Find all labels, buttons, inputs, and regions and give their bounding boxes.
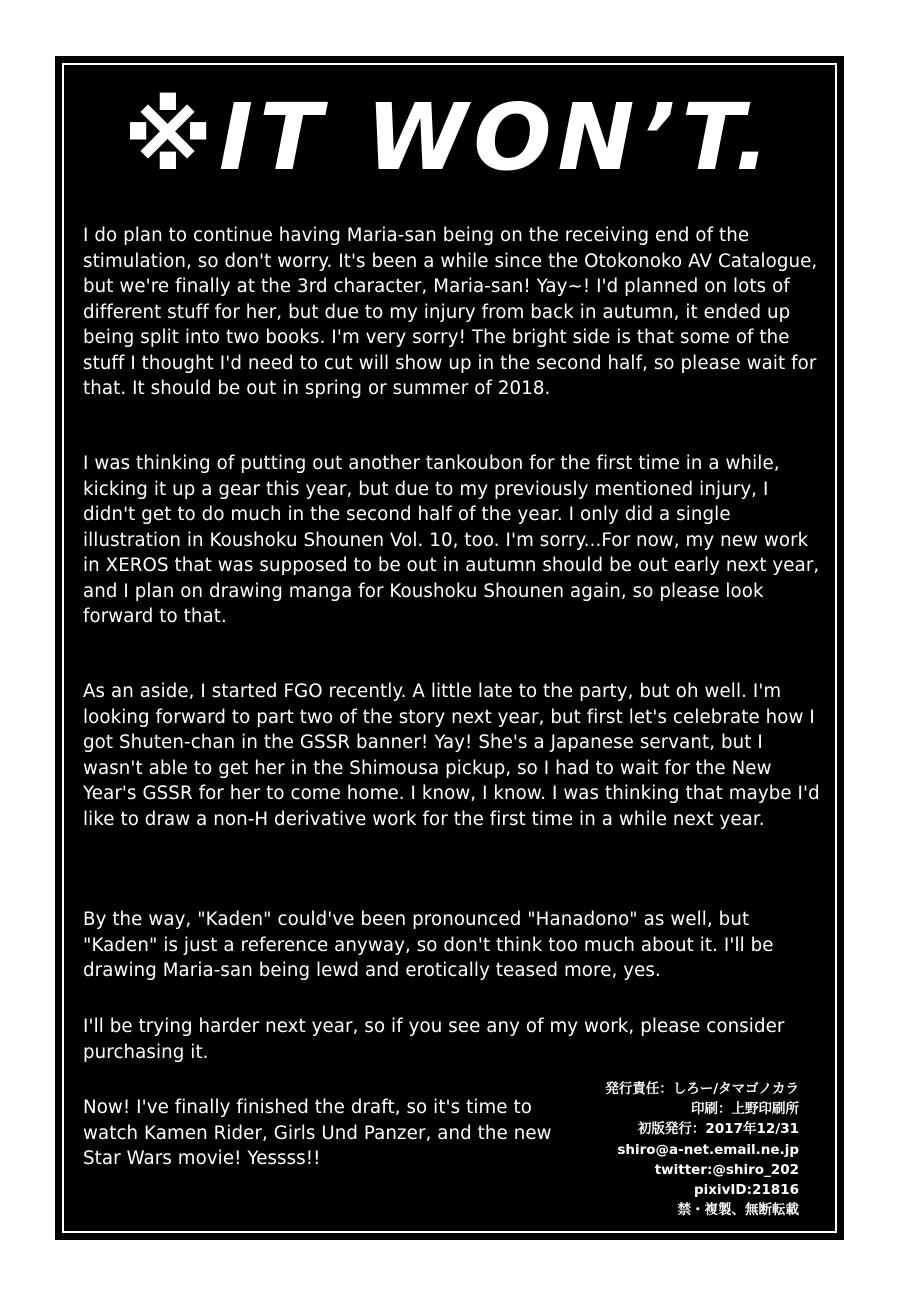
colophon-email: shiro@a-net.email.ne.jp xyxy=(617,1141,799,1158)
paragraph-4: By the way, "Kaden" could've been pronounced "Hanadono" as well, but "Kaden" is just a reference anyway, so don't think too much about it. I'll be drawing Maria-san being lewd and erotically teased more, yes. xyxy=(83,909,774,981)
text-panel xyxy=(57,58,842,1238)
page-title: ※IT WON’T. xyxy=(123,84,776,191)
colophon-printer: 印刷：上野印刷所 xyxy=(691,1101,799,1118)
colophon-notice: 禁・複製、無断転載 xyxy=(677,1202,799,1219)
colophon-publisher: 発行責任：しろー/タマゴノカラ xyxy=(605,1081,799,1097)
paragraph-3: As an aside, I started FGO recently. A little late to the party, but oh well. I'm looking forward to part two of the story next year, but first let's celebrate how I got Shuten-chan in the GSSR banner! Yay! She's a Japanese servant, but I wasn't able to get her in the Shimousa pickup, so I had to wait for the New Year's GSSR for her to come home. I know, I know. I was thinking that maybe I'd like to draw a non-H derivative work for the first time in a while next year. xyxy=(83,681,820,830)
colophon-pixiv: pixivID:21816 xyxy=(693,1182,799,1199)
colophon-twitter: twitter:@shiro_202 xyxy=(654,1161,799,1178)
paragraph-1: I do plan to continue having Maria-san being on the receiving end of the stimulation, so don't worry. It's been a while since the Otokonoko AV Catalogue, but we're finally at the 3rd character, Maria-san! Yay~! I'd planned on lots of different stuff for her, but due to my injury from back in autumn, it ended up being split into two books. I'm very sorry! The bright side is that some of the stuff I thought I'd need to cut will show up in the second half, so please wait for that. It should be out in spring or summer of 2018. xyxy=(83,225,818,399)
colophon-date: 初版発行：2017年12/31 xyxy=(637,1121,799,1138)
paragraph-5: I'll be trying harder next year, so if you see any of my work, please consider purchasing it. xyxy=(83,1016,785,1063)
paragraph-6: Now! I've finally finished the draft, so it's time to watch Kamen Rider, Girls Und Panzer, and the new Star Wars movie! Yessss!! xyxy=(83,1097,552,1169)
paragraph-2: I was thinking of putting out another tankoubon for the first time in a while, kicking it up a gear this year, but due to my previously mentioned injury, I didn't get to do much in the second half of the year. I only did a single illustration in Koushoku Shounen Vol. 10, too. I'm sorry...For now, my new work in XEROS that was supposed to be out in autumn should be out early next year, and I plan on drawing manga for Koushoku Shounen again, so please look forward to that. xyxy=(83,453,820,627)
colophon xyxy=(559,1079,799,1220)
